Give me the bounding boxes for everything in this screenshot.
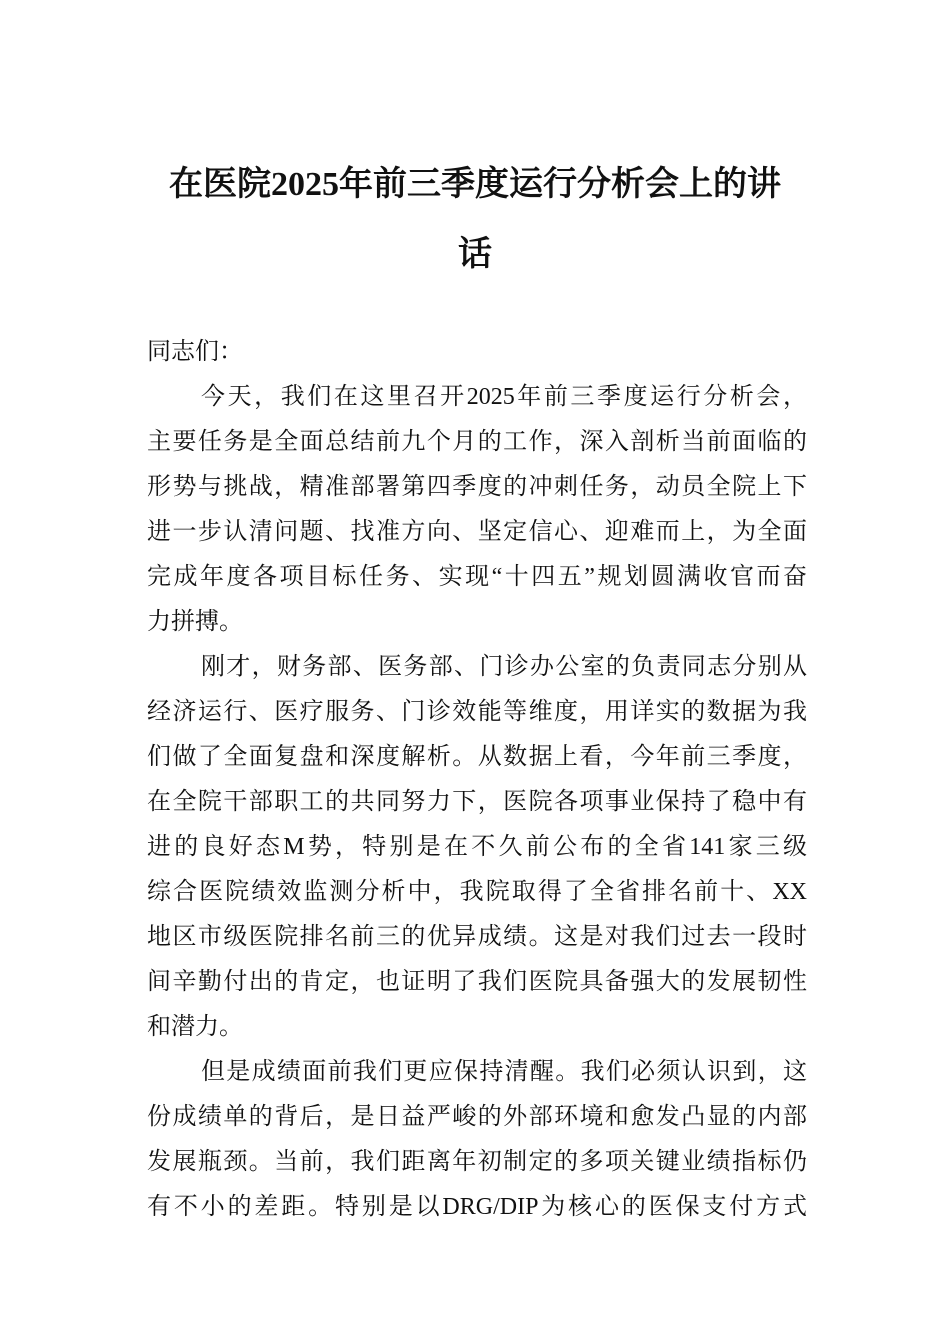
paragraph — [147, 375, 807, 645]
paragraph-line: 间辛勤付出的肯定，也证明了我们医院具备强大的发展韧性 — [147, 969, 807, 995]
document-title-line-1: 在医院2025年前三季度运行分析会上的讲 — [169, 166, 781, 203]
paragraph-line: 主要任务是全面总结前九个月的工作，深入剖析当前面临的 — [147, 429, 807, 455]
paragraph-line: 但是成绩面前我们更应保持清醒。我们必须认识到，这 — [201, 1059, 807, 1085]
document-body — [147, 330, 807, 1230]
paragraph-line: 完成年度各项目标任务、实现“十四五”规划圆满收官而奋 — [147, 564, 807, 590]
paragraph-line: 形势与挑战，精准部署第四季度的冲刺任务，动员全院上下 — [147, 474, 807, 500]
paragraph-line: 刚才，财务部、医务部、门诊办公室的负责同志分别从 — [201, 654, 807, 680]
paragraph-line: 进一步认清问题、找准方向、坚定信心、迎难而上，为全面 — [147, 519, 807, 545]
paragraph-line: 发展瓶颈。当前，我们距离年初制定的多项关键业绩指标仍 — [147, 1149, 807, 1175]
paragraph-line: 们做了全面复盘和深度解析。从数据上看，今年前三季度， — [147, 744, 807, 770]
paragraph-line: 今天，我们在这里召开2025年前三季度运行分析会， — [201, 384, 807, 410]
paragraph — [147, 1050, 807, 1230]
paragraph — [147, 645, 807, 1050]
salutation: 同志们： — [147, 339, 243, 365]
paragraph-line: 综合医院绩效监测分析中，我院取得了全省排名前十、XX — [147, 879, 807, 905]
paragraph-line: 份成绩单的背后，是日益严峻的外部环境和愈发凸显的内部 — [147, 1104, 807, 1130]
paragraph-line: 经济运行、医疗服务、门诊效能等维度，用详实的数据为我 — [147, 699, 807, 725]
paragraph-line: 有不小的差距。特别是以DRG/DIP为核心的医保支付方式 — [147, 1194, 807, 1220]
paragraph-line: 和潜力。 — [147, 1014, 243, 1040]
paragraph-line: 力拼搏。 — [147, 609, 243, 635]
paragraph-line: 在全院干部职工的共同努力下，医院各项事业保持了稳中有 — [147, 789, 807, 815]
paragraph-line: 进的良好态M势，特别是在不久前公布的全省141家三级 — [147, 834, 807, 860]
paragraph-line: 地区市级医院排名前三的优异成绩。这是对我们过去一段时 — [147, 924, 807, 950]
document-title-line-2: 话 — [458, 236, 492, 273]
